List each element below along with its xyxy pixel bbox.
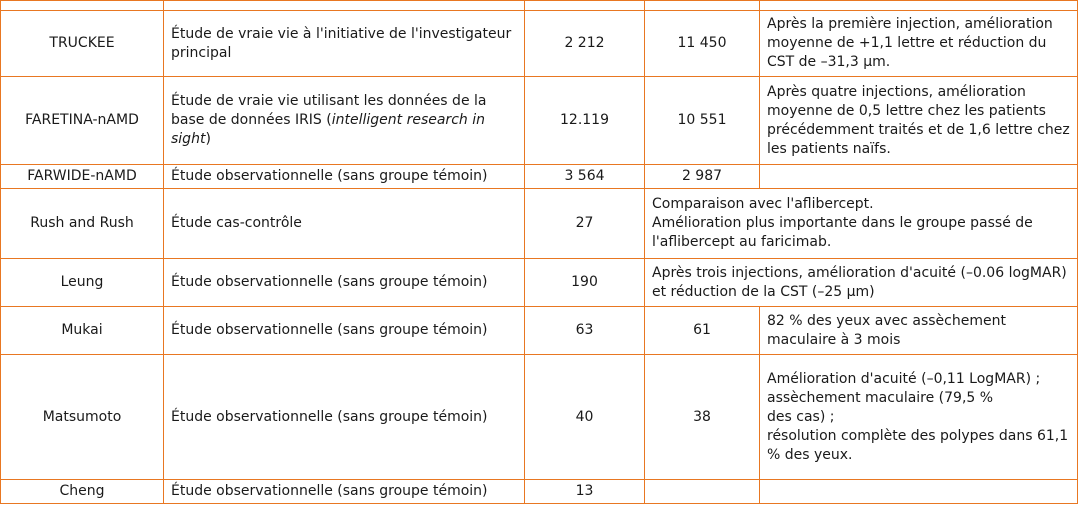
table-cell [1, 1, 164, 11]
result-line: Comparaison avec l'aflibercept. [652, 196, 874, 212]
study-result [760, 355, 1078, 480]
study-design: Étude observationnelle (sans groupe témoin) [164, 480, 525, 504]
study-design: Étude observationnelle (sans groupe témoin) [164, 165, 525, 189]
study-result: Après trois injections, amélioration d'acuité (–0.06 logMAR) et réduction de la CST (–25 µm) [645, 259, 1078, 307]
study-name: Matsumoto [1, 355, 164, 480]
table-row [1, 77, 1078, 165]
table-cell [525, 1, 645, 11]
table-row [1, 1, 1078, 11]
table-row [1, 355, 1078, 480]
study-count-1: 190 [525, 259, 645, 307]
study-result: Après la première injection, amélioration moyenne de +1,1 lettre et réduction du CST de –31,3 µm. [760, 11, 1078, 77]
study-name: Mukai [1, 307, 164, 355]
study-result [645, 189, 1078, 259]
study-design [164, 77, 525, 165]
study-count-2: 38 [645, 355, 760, 480]
table-row [1, 189, 1078, 259]
study-count-1: 12.119 [525, 77, 645, 165]
study-result: Après quatre injections, amélioration moyenne de 0,5 lettre chez les patients précédemment traités et de 1,6 lettre chez les patients naïfs. [760, 77, 1078, 165]
study-count-2: 2 987 [645, 165, 760, 189]
study-name: FARWIDE-nAMD [1, 165, 164, 189]
study-count-1: 3 564 [525, 165, 645, 189]
study-result [760, 480, 1078, 504]
table-row [1, 480, 1078, 504]
study-count-1: 27 [525, 189, 645, 259]
study-count-2: 11 450 [645, 11, 760, 77]
table-cell [645, 1, 760, 11]
table-cell [760, 1, 1078, 11]
study-result: 82 % des yeux avec assèchement maculaire à 3 mois [760, 307, 1078, 355]
table-row [1, 165, 1078, 189]
study-count-1: 63 [525, 307, 645, 355]
study-design: Étude de vraie vie à l'initiative de l'investigateur principal [164, 11, 525, 77]
result-line: assèchement maculaire (79,5 % [767, 389, 994, 406]
study-count-2 [645, 480, 760, 504]
study-name: Rush and Rush [1, 189, 164, 259]
study-design: Étude observationnelle (sans groupe témoin) [164, 307, 525, 355]
result-line: des cas) ; [767, 408, 835, 425]
result-line: Amélioration plus importante dans le groupe passé de l'aflibercept au faricimab. [652, 215, 1033, 250]
study-count-2: 61 [645, 307, 760, 355]
study-design: Étude observationnelle (sans groupe témoin) [164, 355, 525, 480]
table-row [1, 307, 1078, 355]
study-name: TRUCKEE [1, 11, 164, 77]
study-result [760, 165, 1078, 189]
design-text-end: ) [205, 131, 211, 147]
design-italic: intelligent research in sight [171, 112, 485, 147]
study-count-1: 40 [525, 355, 645, 480]
study-count-1: 2 212 [525, 11, 645, 77]
table-row [1, 11, 1078, 77]
table-cell [164, 1, 525, 11]
result-line: Amélioration d'acuité (–0,11 LogMAR) ; [767, 370, 1041, 387]
design-text: Étude de vraie vie utilisant les données de la base de données IRIS ( [171, 93, 487, 128]
study-name: FARETINA-nAMD [1, 77, 164, 165]
study-design: Étude observationnelle (sans groupe témoin) [164, 259, 525, 307]
table-row [1, 259, 1078, 307]
study-design: Étude cas-contrôle [164, 189, 525, 259]
study-count-1: 13 [525, 480, 645, 504]
study-count-2: 10 551 [645, 77, 760, 165]
study-name: Cheng [1, 480, 164, 504]
study-name: Leung [1, 259, 164, 307]
result-line: résolution complète des polypes dans 61,1 % des yeux. [767, 427, 1069, 463]
